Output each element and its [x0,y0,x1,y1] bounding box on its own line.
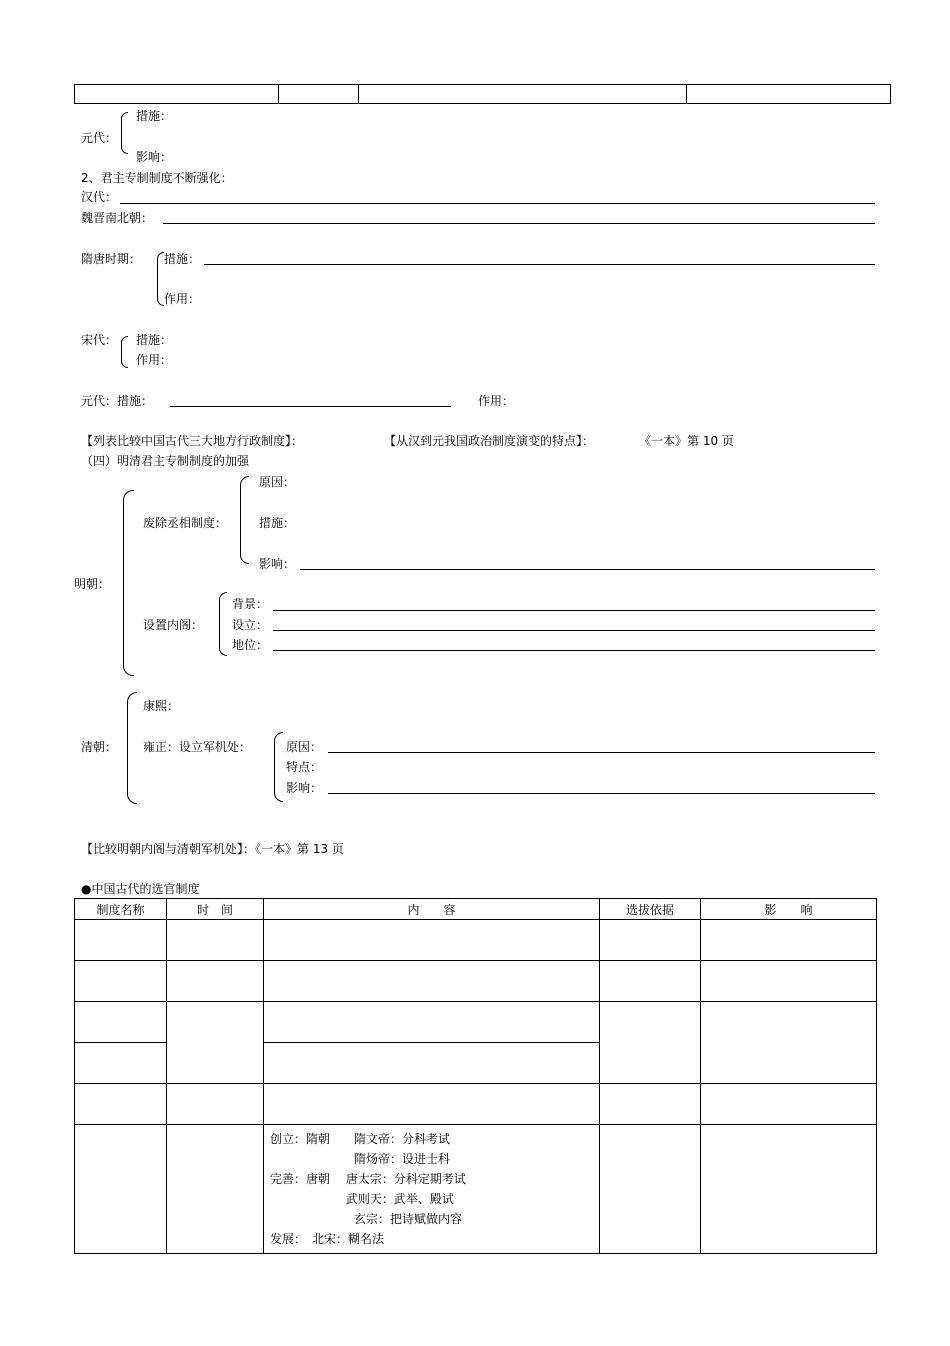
exam-note: 创立：隋朝 隋文帝：分科考试 [270,1132,451,1146]
top-cell [359,85,687,104]
top-table [74,84,891,104]
top-cell [75,85,279,104]
table-row [75,1125,877,1254]
yongzheng-label: 雍正：设立军机处： [143,740,252,754]
col-header: 选拔依据 [600,899,701,920]
junjichu-feature-label: 特点： [286,760,323,774]
fill-line [120,203,875,204]
cabinet-label: 设置内阁： [143,618,204,632]
fill-line [328,752,875,753]
cabinet-status-label: 地位： [232,638,269,652]
abolish-label: 废除丞相制度： [143,516,228,530]
exam-note: 发展： 北宋：糊名法 [270,1232,385,1246]
exam-note: 隋炀帝：设进士科 [270,1152,451,1166]
yuan-label: 元代： [81,131,118,145]
exam-note: 武则天：武举、殿试 [270,1192,454,1206]
han-label: 汉代： [81,190,118,204]
cabinet-background-label: 背景： [232,597,269,611]
top-cell [687,85,891,104]
junjichu-reason-label: 原因： [286,740,323,754]
top-cell [279,85,359,104]
kangxi-label: 康熙： [143,699,180,713]
ref-local-systems: 【列表比较中国古代三大地方行政制度】： [81,434,304,448]
col-header: 影 响 [701,899,877,920]
song-label: 宋代： [81,333,118,347]
fill-line [273,630,875,631]
suitang-label: 隋唐时期： [81,252,142,266]
song-measure-label: 措施： [136,333,173,347]
suitang-measure-label: 措施： [164,252,201,266]
table-row [75,920,877,961]
table-row [75,961,877,1002]
fill-line [273,650,875,651]
suitang-effect-label: 作用： [164,292,201,306]
brace [121,336,128,368]
song-effect-label: 作用： [136,353,173,367]
abolish-reason-label: 原因： [259,475,296,489]
qing-label: 清朝： [81,740,118,754]
abolish-impact-label: 影响： [259,557,296,571]
section-heading: 2、君主专制制度不断强化： [81,171,233,185]
ref-book-page: 《一本》第 10 页 [639,434,734,448]
brace [123,490,134,676]
fill-line [204,264,875,265]
selection-table [74,898,877,1254]
junjichu-impact-label: 影响： [286,781,323,795]
fill-line [273,610,875,611]
cabinet-setup-label: 设立： [232,618,269,632]
brace [240,476,249,564]
brace [219,592,227,656]
table-row [75,1002,877,1043]
fill-line [170,406,451,407]
brace [121,112,128,154]
ming-label: 明朝： [74,577,111,591]
exam-notes-cell [264,1125,600,1254]
fill-line [163,223,875,224]
col-header: 制度名称 [75,899,167,920]
fill-line [300,569,875,570]
yuan2-label: 元代：措施： [81,394,154,408]
col-header: 内 容 [264,899,600,920]
exam-note: 玄宗：把诗赋做内容 [270,1212,463,1226]
yuan-measure-label: 措施： [136,109,173,123]
yuan2-effect-label: 作用： [478,394,515,408]
col-header: 时 间 [167,899,264,920]
selection-heading: ●中国古代的选官制度 [81,882,200,896]
brace [274,732,283,802]
mingqing-heading: （四）明清君主专制制度的加强 [81,454,250,468]
ref-features: 【从汉到元我国政治制度演变的特点】： [384,434,595,448]
ref-compare-cabinet: 【比较明朝内阁与清朝军机处】：《一本》第 13 页 [81,842,344,856]
brace [127,692,137,804]
yuan-impact-label: 影响： [136,150,173,164]
abolish-measure-label: 措施： [259,516,296,530]
weijin-label: 魏晋南北朝： [81,211,154,225]
fill-line [328,793,875,794]
table-row [75,1084,877,1125]
brace [157,252,164,306]
exam-note: 完善：唐朝 唐太宗：分科定期考试 [270,1172,466,1186]
